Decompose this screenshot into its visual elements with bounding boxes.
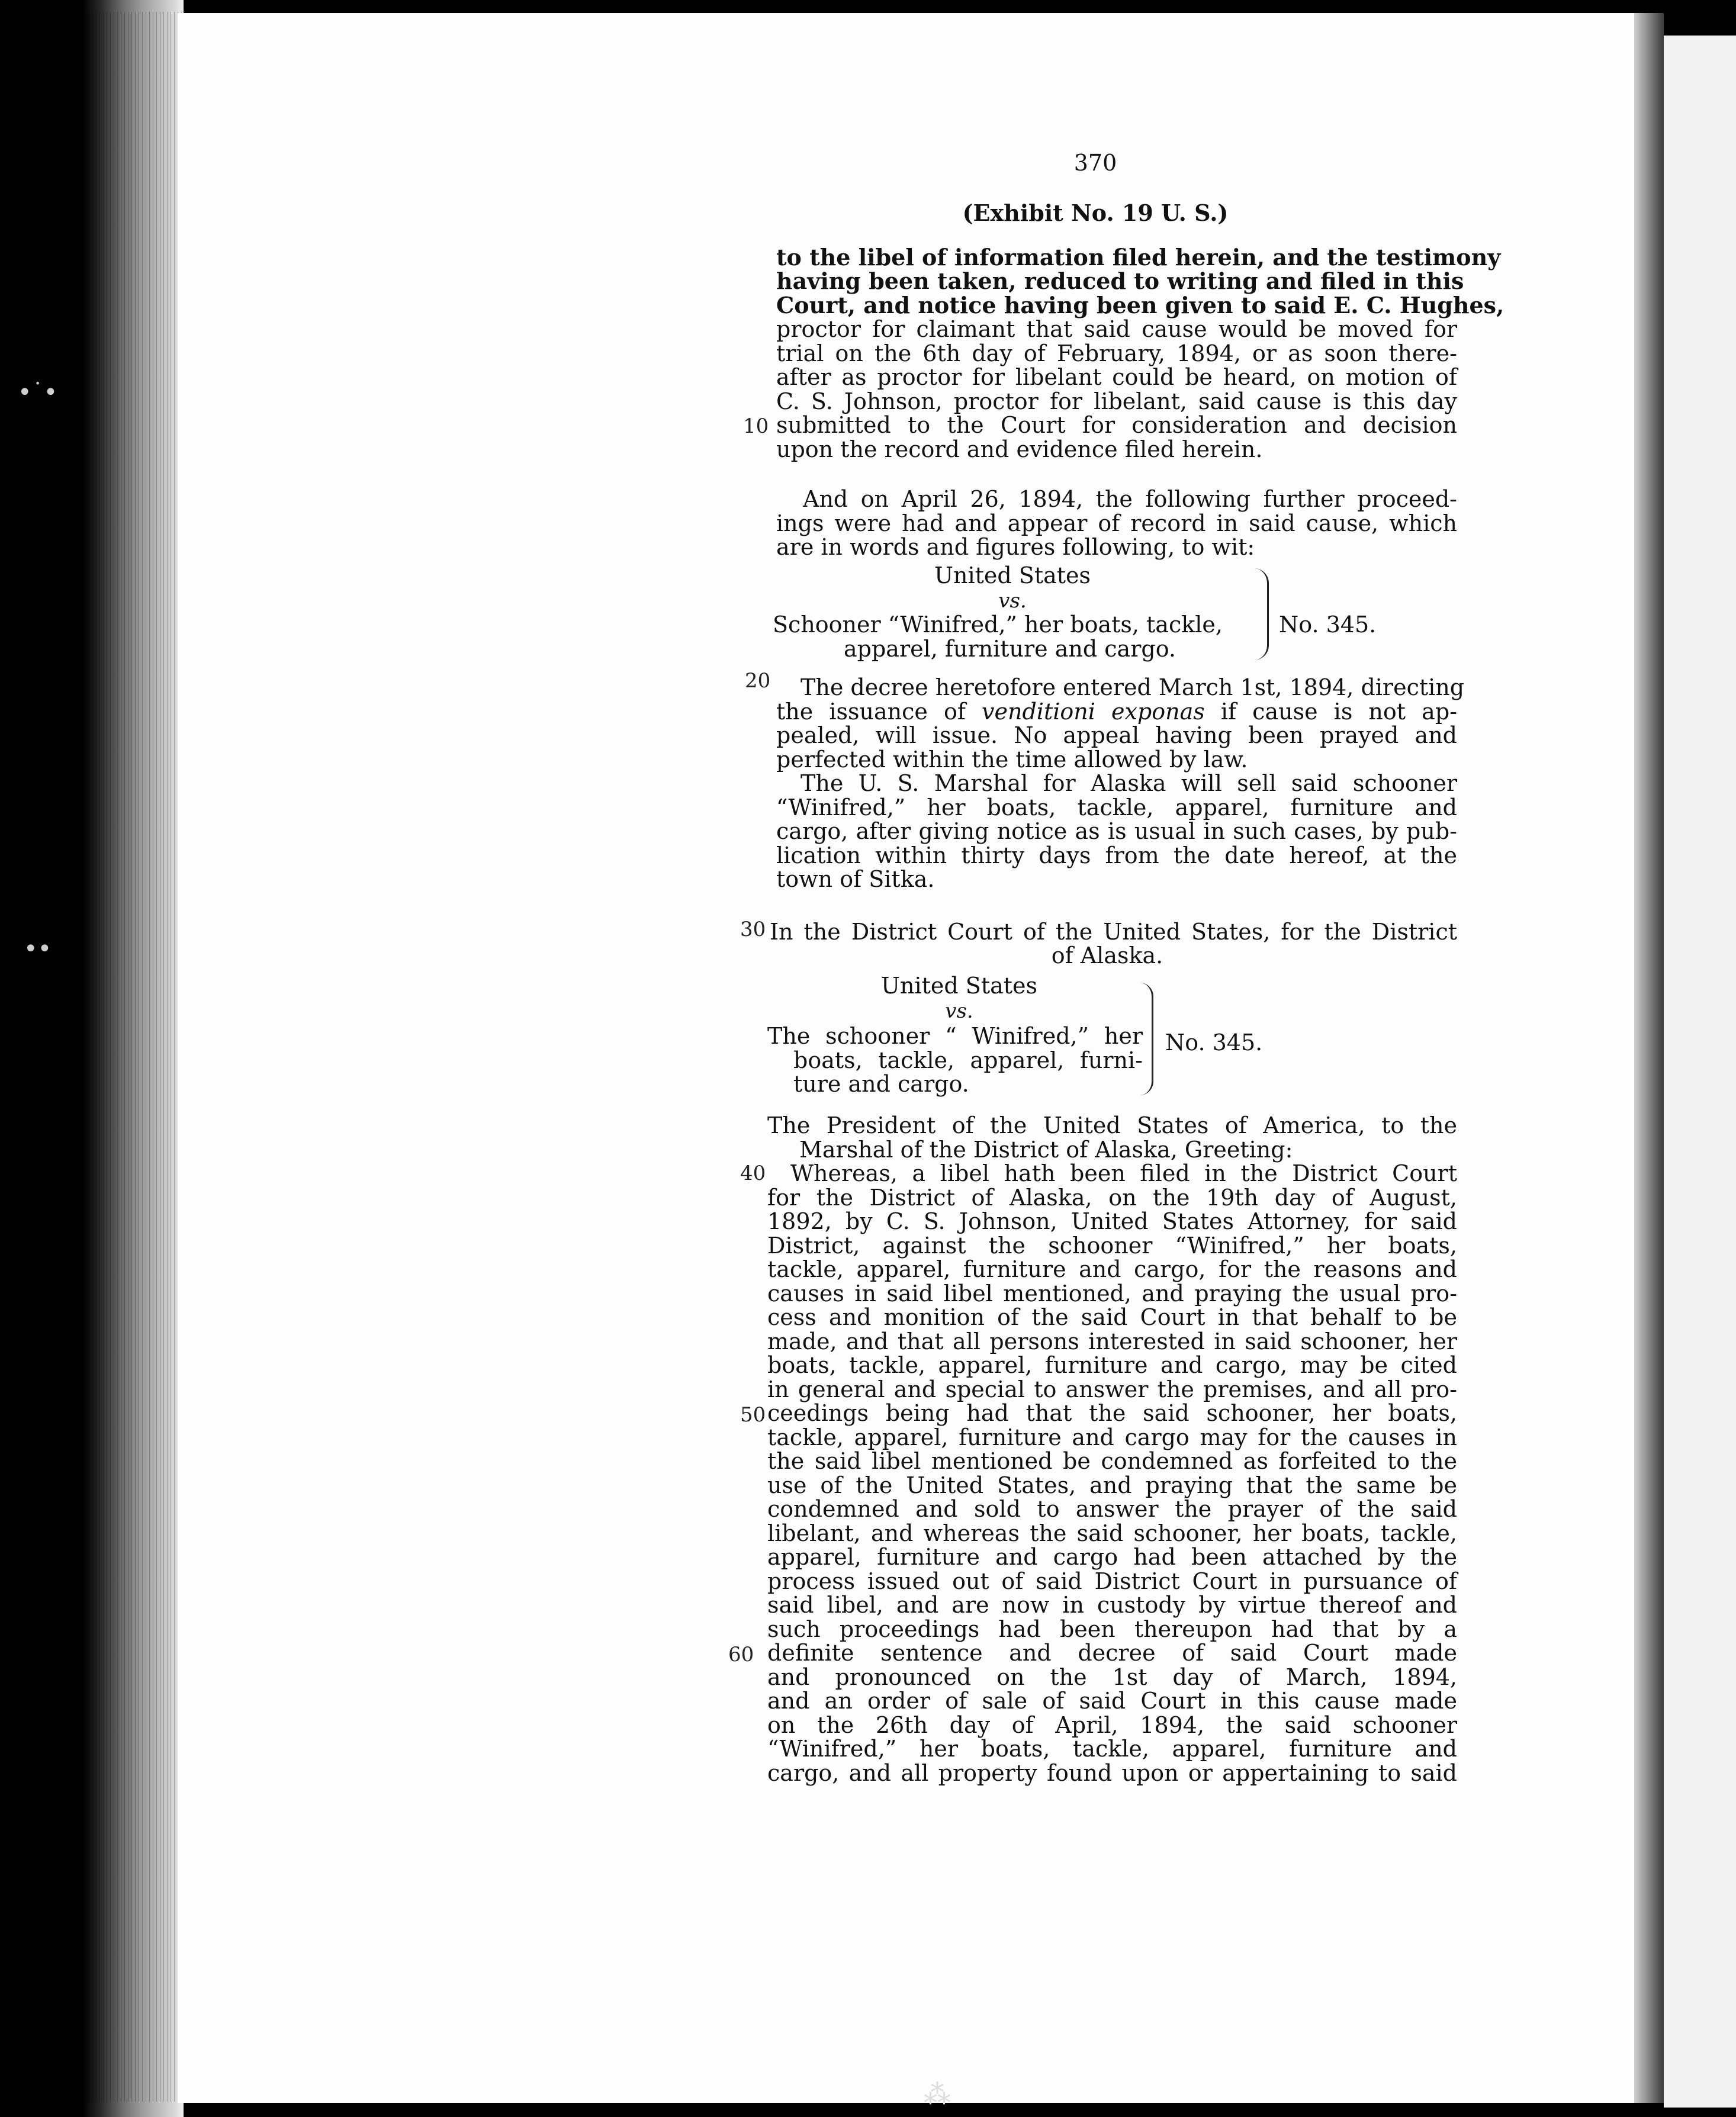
caption-defendant-line: Schooner “Winifred,” her boats, tackle, — [773, 612, 1223, 638]
line-number: 60 — [728, 1643, 754, 1666]
text-line: such proceedings had been thereupon had that by a — [767, 1616, 1457, 1642]
page-number: 370 — [1073, 150, 1117, 176]
text-line: town of Sitka. — [776, 866, 935, 892]
text-line: 1892, by C. S. Johnson, United States Attorney, for said — [767, 1208, 1457, 1234]
text-line: libelant, and whereas the said schooner, her boats, tackle, — [767, 1520, 1457, 1546]
line-number: 30 — [740, 918, 766, 941]
text-line: “Winifred,” her boats, tackle, apparel, furniture and — [776, 794, 1457, 821]
text-line: cargo, after giving notice as is usual in such cases, by pub- — [776, 818, 1457, 844]
text-line: upon the record and evidence filed herein. — [776, 436, 1263, 462]
italic-term: venditioni exponas — [982, 699, 1205, 725]
text-line: proctor for claimant that said cause would be moved for — [776, 316, 1457, 342]
margin-specks: •˙• •• — [18, 379, 58, 963]
text-line: The President of the United States of America, to the — [767, 1112, 1457, 1138]
text-line: C. S. Johnson, proctor for libelant, said cause is this day — [776, 388, 1457, 414]
text-line: apparel, furniture and cargo had been attached by the — [767, 1544, 1457, 1570]
text-line: “Winifred,” her boats, tackle, apparel, furniture and — [767, 1736, 1457, 1762]
text-line: District, against the schooner “Winifred,” her boats, — [767, 1233, 1457, 1259]
bottom-speck: ⁂ — [924, 2078, 951, 2110]
text-line: tackle, apparel, furniture and cargo may for the causes in — [767, 1424, 1457, 1450]
caption-defendant-line: ture and cargo. — [793, 1071, 969, 1097]
text-line: use of the United States, and praying that the same be — [767, 1472, 1457, 1498]
text-line: of Alaska. — [1051, 942, 1163, 969]
text-line: perfected within the time allowed by law. — [776, 747, 1248, 773]
text-line: trial on the 6th day of February, 1894, or as soon there- — [776, 340, 1457, 366]
text-line: Marshal of the District of Alaska, Greeting: — [799, 1137, 1293, 1163]
binding-gutter — [1634, 13, 1664, 2103]
text-line: lication within thirty days from the date hereof, at the — [776, 842, 1457, 868]
text-line: ings were had and appear of record in said cause, which — [776, 510, 1457, 536]
text-line: The U. S. Marshal for Alaska will sell said schooner — [801, 770, 1457, 796]
text-line: pealed, will issue. No appeal having been prayed and — [776, 722, 1457, 748]
caption-case-number: No. 345. — [1165, 1029, 1263, 1056]
text-line: boats, tackle, apparel, furniture and cargo, may be cited — [767, 1352, 1457, 1378]
caption-vs: vs. — [998, 589, 1027, 613]
facing-page-edge — [1664, 36, 1736, 2108]
caption-plaintiff: United States — [934, 562, 1091, 588]
text-line: definite sentence and decree of said Court made — [767, 1640, 1457, 1666]
text-line: in general and special to answer the premises, and all pro- — [767, 1376, 1457, 1402]
text-line-with-italic — [776, 700, 1457, 723]
text-line: cargo, and all property found upon or appertaining to said — [767, 1760, 1457, 1786]
text-line: cess and monition of the said Court in that behalf to be — [767, 1304, 1457, 1330]
caption-brace — [1140, 983, 1153, 1095]
line-number: 20 — [745, 669, 771, 693]
caption-defendant-line: boats, tackle, apparel, furni- — [793, 1047, 1143, 1073]
text-line: on the 26th day of April, 1894, the said schooner — [767, 1712, 1457, 1738]
line-number: 40 — [740, 1162, 766, 1185]
text-line: and pronounced on the 1st day of March, 1894, — [767, 1664, 1457, 1690]
text-line: after as proctor for libelant could be heard, on motion of — [776, 364, 1457, 390]
text-line: In the District Court of the United States, for the District — [770, 919, 1457, 945]
caption-defendant-line: apparel, furniture and cargo. — [844, 636, 1176, 662]
caption-case-number: No. 345. — [1279, 612, 1377, 638]
text-line: said libel, and are now in custody by virtue thereof and — [767, 1592, 1457, 1618]
text-line: made, and that all persons interested in said schooner, her — [767, 1328, 1457, 1355]
text-line: the said libel mentioned be condemned as forfeited to the — [767, 1448, 1457, 1474]
line-number: 50 — [740, 1403, 766, 1427]
text-line: tackle, apparel, furniture and cargo, for the reasons and — [767, 1256, 1457, 1282]
text-line: and an order of sale of said Court in this cause made — [767, 1688, 1457, 1714]
caption-vs: vs. — [945, 999, 973, 1023]
text-segment: the issuance of — [776, 699, 982, 725]
text-line: ceedings being had that the said schooner, her boats, — [767, 1400, 1457, 1426]
text-line: are in words and figures following, to wit: — [776, 534, 1255, 560]
text-line: to the libel of information filed herein, and the testimony — [776, 244, 1501, 271]
text-line: The decree heretofore entered March 1st, 1894, directing — [801, 674, 1465, 700]
text-line: causes in said libel mentioned, and praying the usual pro- — [767, 1281, 1457, 1307]
text-line: process issued out of said District Court in pursuance of — [767, 1568, 1457, 1594]
text-line: Court, and notice having been given to said E. C. Hughes, — [776, 292, 1504, 318]
text-segment: if cause is not ap- — [1204, 699, 1457, 725]
text-line: And on April 26, 1894, the following further proceed- — [803, 486, 1457, 512]
text-line: submitted to the Court for consideration and decision — [776, 412, 1457, 438]
exhibit-heading: (Exhibit No. 19 U. S.) — [962, 200, 1229, 226]
text-line: having been taken, reduced to writing and filed in this — [776, 268, 1464, 294]
caption-plaintiff: United States — [880, 973, 1038, 999]
text-line: Whereas, a libel hath been filed in the District Court — [790, 1160, 1457, 1186]
caption-defendant-line: The schooner “ Winifred,” her — [767, 1023, 1143, 1049]
text-line: for the District of Alaska, on the 19th day of August, — [767, 1185, 1457, 1211]
page-edge-lines — [89, 12, 184, 2102]
text-line: condemned and sold to answer the prayer of the said — [767, 1496, 1457, 1522]
line-number: 10 — [743, 414, 769, 438]
caption-brace — [1254, 568, 1269, 660]
